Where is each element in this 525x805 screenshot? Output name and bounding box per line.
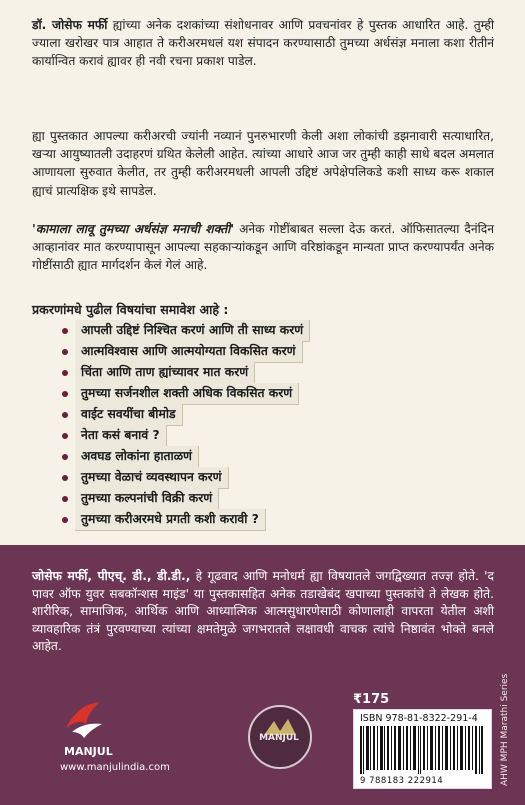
topic-item: तुमच्या कल्पनांची विक्री करणं xyxy=(75,488,219,510)
author-bio xyxy=(32,568,494,656)
topic-item: नेता कसं बनावं ? xyxy=(75,425,167,447)
topic-item: आपली उद्दिष्टं निश्चित करणं आणि ती साध्य करणं xyxy=(75,320,310,342)
bio-text: हे गूढवाद आणि मनोधर्म ह्या विषयातले जगद्विख्यात तज्ज्ञ होते. 'द पावर ऑफ युवर सबकॉन्शस माइंड' या पुस्तकासहित अनेक तडाखेबंद खपाच्या पुस्तकांचे ते लेखक होते. शारीरिक, सामाजिक, आर्थिक आणि आध्यात्मिक आत्मसुधारणेसाठी कोणालाही वापरता येतील अशी व्यावहारिक तंत्रं पुरवण्याच्या त्यांच्या क्षमतेमुळे जगभरातले लक्षावधी वाचक त्यांचे निष्ठावंत भोक्ते बनले आहेत. xyxy=(32,569,494,654)
intro-text: ह्यांच्या अनेक दशकांच्या संशोधनावर आणि प्रवचनांवर हे पुस्तक आधारित आहे. तुम्ही ज्याला खरोखर पात्र आहात ते करीअरमधलं यश संपादन करण्यासाठी तुमच्या अर्धसंज्ञ मनाला कशा रीतीनं कार्यान्वित करावं ह्यावर ही नवी रचना प्रकाश पाडेल. xyxy=(32,18,494,69)
book-title-quote: 'कामाला लावू तुमच्या अर्धसंज्ञ मनाची शक्ती' xyxy=(32,222,235,236)
intro-paragraph xyxy=(32,16,494,71)
advice-paragraph xyxy=(32,220,494,275)
topic-item: तुमच्या वेळाचं व्यवस्थापन करणं xyxy=(75,467,229,489)
bullet-icon xyxy=(62,349,68,355)
intro-author-name: डॉ. जोसेफ मर्फी xyxy=(32,18,108,32)
topic-item: चिंता आणि ताण ह्यांच्यावर मात करणं xyxy=(75,362,255,384)
emblem-text: MANJUL xyxy=(259,733,299,743)
manjul-bird-logo-icon xyxy=(58,694,108,744)
bullet-icon xyxy=(62,391,68,397)
barcode-panel xyxy=(353,709,492,789)
topics-heading: प्रकरणांमधे पुढील विषयांचा समावेश आहे : xyxy=(32,302,229,317)
bullet-icon xyxy=(62,475,68,481)
bullet-icon xyxy=(62,328,68,334)
bullet-icon xyxy=(62,412,68,418)
barcode-icon xyxy=(360,726,484,774)
bullet-icon xyxy=(62,517,68,523)
topic-item: तुमच्या सर्जनशील शक्ती अधिक विकसित करणं xyxy=(75,383,299,405)
topic-item: तुमच्या करीअरमधे प्रगती कशी करावी ? xyxy=(75,509,266,531)
bio-author-name: जोसेफ मर्फी, पीएच्. डी., डी.डी., xyxy=(32,569,191,583)
price-label: ₹175 xyxy=(353,692,390,707)
isbn-label: ISBN 978-81-8322-291-4 xyxy=(360,713,478,724)
bullet-icon xyxy=(62,496,68,502)
topic-item: अवघड लोकांना हाताळणं xyxy=(75,446,199,468)
barcode-number: 9 788183 222914 xyxy=(360,776,444,786)
publisher-website: www.manjulindia.com xyxy=(60,762,170,773)
topic-item: वाईट सवयींचा बीमोड xyxy=(75,404,183,426)
examples-paragraph: ह्या पुस्तकात आपल्या करीअरची ज्यांनी नव्यानं पुनरुभारणी केली अशा लोकांची डझनावारी सत्याधारित, खऱ्या आयुष्यातली उदाहरणं ग्रथित केलेली आहेत. त्यांच्या आधारे आज जर तुम्ही काही साधे बदल अमलात आणायला सुरुवात केलीत, तर तुम्ही करीअरमधली आपली उद्दिष्टं अपेक्षेपलिकडे कशी साध्य करू शकाल ह्याचं प्रात्यक्षिक इथे सापडेल. xyxy=(32,129,494,198)
bullet-icon xyxy=(62,433,68,439)
series-label: AHW MPH Marathi Series xyxy=(500,673,510,786)
bullet-icon xyxy=(62,370,68,376)
advice-text: अनेक गोष्टींबाबत सल्ला देऊ करतं. ऑफिसातल्या दैनंदिन आव्हानांवर मात करण्यापासून आपल्या सहकाऱ्यांकडून आणि वरिष्ठांकडून मान्यता प्राप्त करण्यापर्यंत अनेक गोष्टींसाठी ह्यात मार्गदर्शन केलं गेलं आहे. xyxy=(32,222,494,273)
publisher-logo-text: MANJUL xyxy=(64,745,113,758)
bullet-icon xyxy=(62,454,68,460)
topic-item: आत्मविश्वास आणि आत्मयोग्यता विकसित करणं xyxy=(75,341,303,363)
